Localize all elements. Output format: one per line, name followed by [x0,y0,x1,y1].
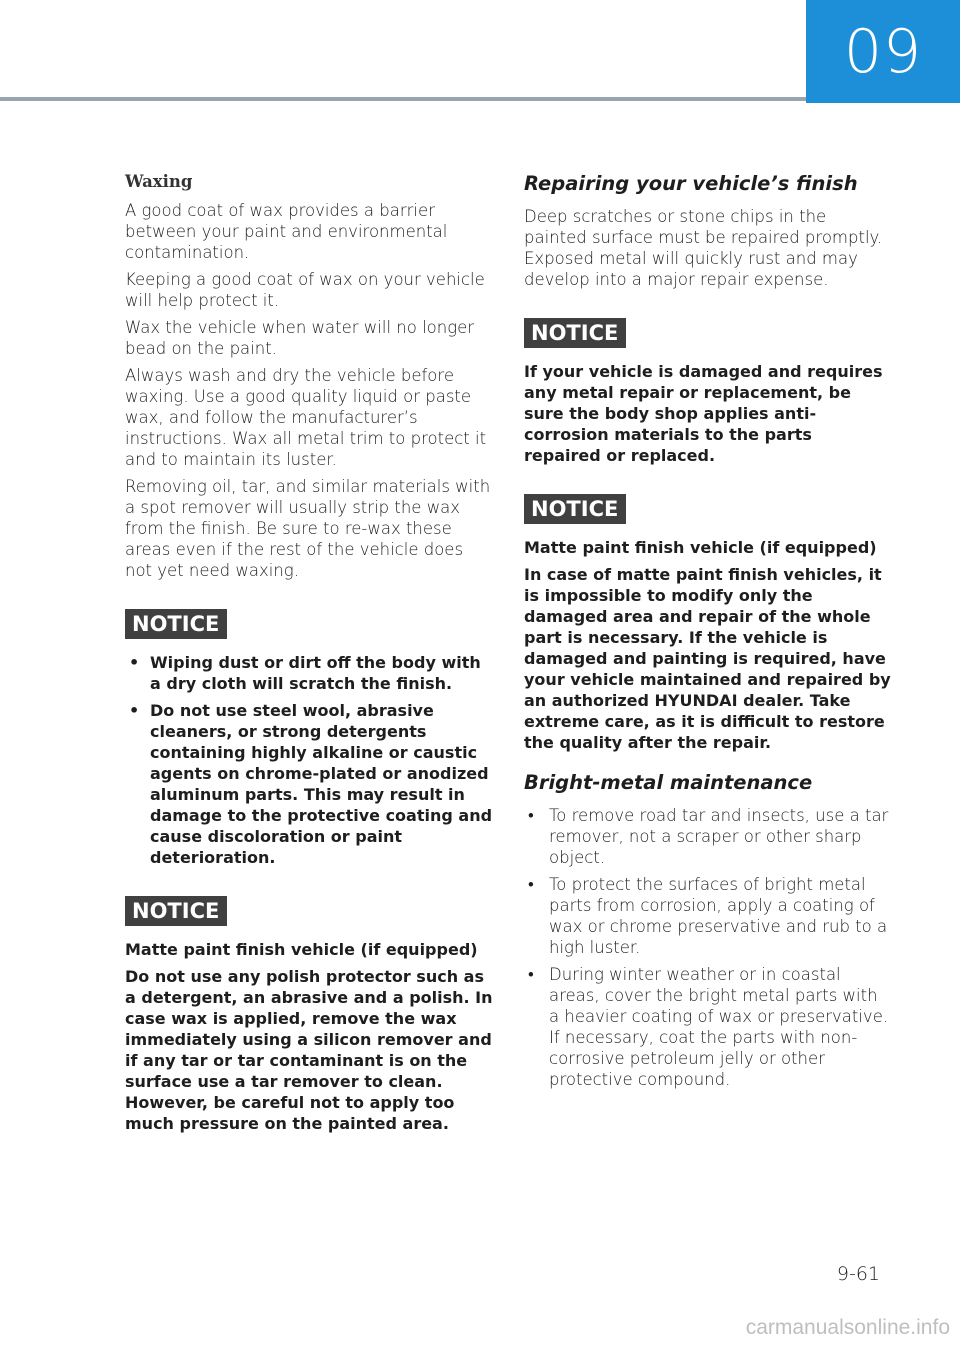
notice-list [125,652,493,868]
notice-badge: NOTICE [125,896,227,926]
waxing-paragraph: A good coat of wax provides a barrier between your paint and environmental contamination. [125,201,448,262]
waxing-paragraph: Wax the vehicle when water will no longer bead on the paint. [125,318,475,358]
chapter-tab [806,0,960,103]
notice-body: In case of matte paint finish vehicles, it is impossible to modify only the damaged area and repair of the whole part is necessary. If the vehicle is damaged and painting is required, have your vehicle maintained and repaired by an authorized HYUNDAI dealer. Take extreme care, as it is difficult to restore the quality after the repair. [524,565,891,752]
bullet-icon: • [528,806,534,825]
list-item [524,805,892,868]
waxing-paragraph: Removing oil, tar, and similar materials with a spot remover will usually strip the wax from the finish. Be sure to re-wax these areas even if the rest of the vehicle does not yet need waxing. [125,477,491,580]
repair-heading: Repairing your vehicle’s finish [524,172,858,195]
waxing-paragraph: Keeping a good coat of wax on your vehicle will help protect it. [125,270,485,310]
left-column [125,172,493,1140]
right-column [524,172,892,1096]
notice-title: Matte paint finish vehicle (if equipped) [125,940,478,959]
list-item-text: During winter weather or in coastal areas, cover the bright metal parts with a heavier coating of wax or preservative. If necessary, coat the parts with non-corrosive petroleum jelly or other protective compound. [549,965,889,1089]
list-item-text: To remove road tar and insects, use a tar remover, not a scraper or other sharp object. [549,806,889,867]
list-item-text: Wiping dust or dirt off the body with a dry cloth will scratch the finish. [150,653,481,693]
list-item [125,652,493,694]
waxing-paragraph: Always wash and dry the vehicle before waxing. Use a good quality liquid or paste wax, and follow the manufacturer’s instructions. Wax all metal trim to protect it and to maintain its luster. [125,366,487,469]
bright-metal-heading: Bright-metal maintenance [524,771,813,794]
bullet-icon: • [528,875,534,894]
notice-badge: NOTICE [125,609,227,639]
waxing-heading: Waxing [125,172,193,191]
bullet-icon: • [129,701,140,720]
notice-title: Matte paint finish vehicle (if equipped) [524,538,877,557]
repair-paragraph: Deep scratches or stone chips in the painted surface must be repaired promptly. Exposed metal will quickly rust and may develop into a major repair expense. [524,207,883,289]
notice-badge: NOTICE [524,318,626,348]
header-rule [0,97,806,101]
list-item-text: To protect the surfaces of bright metal parts from corrosion, apply a coating of wax or chrome preservative and rub to a high luster. [549,875,888,957]
notice-badge: NOTICE [524,494,626,524]
bright-metal-list [524,805,892,1090]
bullet-icon: • [129,653,140,672]
list-item [524,874,892,958]
chapter-number: 09 [843,16,923,87]
page-number: 9-61 [836,1263,880,1285]
bullet-icon: • [528,965,534,984]
notice-body: Do not use any polish protector such as a detergent, an abrasive and a polish. In case wax is applied, remove the wax immediately using a silicon remover and if any tar or tar contaminant is on the surface use a tar remover to clean. However, be careful not to apply too much pressure on the painted area. [125,967,493,1133]
list-item [125,700,493,868]
watermark: carmanualsonline.info [745,1316,950,1339]
notice-body: If your vehicle is damaged and requires any metal repair or replacement, be sure the body shop applies anti-corrosion materials to the parts repaired or replaced. [524,362,883,465]
list-item [524,964,892,1090]
list-item-text: Do not use steel wool, abrasive cleaners, or strong detergents containing highly alkaline or caustic agents on chrome-plated or anodized aluminum parts. This may result in damage to the protective coating and cause discoloration or paint deterioration. [150,701,493,867]
